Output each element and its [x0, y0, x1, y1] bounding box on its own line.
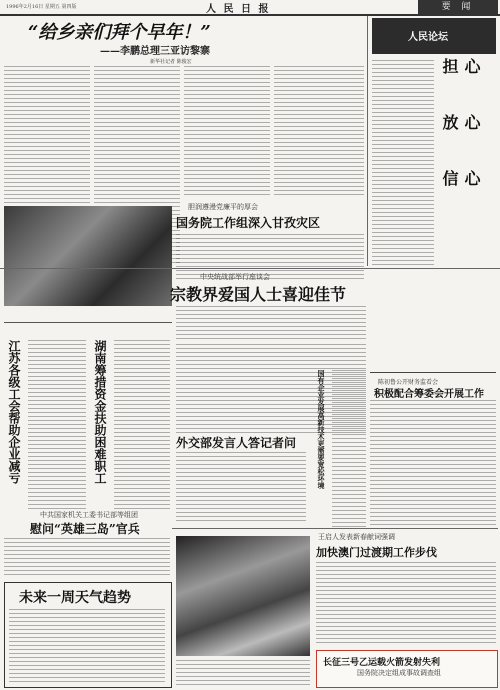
lead-body-col4 [274, 66, 364, 196]
story2-headline: 国务院工作组深入甘孜灾区 [176, 216, 321, 230]
section-label: 要 闻 [418, 0, 498, 14]
boxed-notice-line2: 国务院决定组成事故调查组 [357, 669, 441, 677]
lead-body-col3 [184, 66, 270, 196]
column-brand: 人民论坛 [408, 32, 448, 43]
story3-headline: 宗教界爱国人士喜迎佳节 [170, 285, 347, 304]
story6-body [176, 452, 306, 522]
story5-body [114, 340, 170, 510]
masthead: 人 民 日 报 [206, 4, 271, 15]
lead-byline: 新华社记者 陈俊宏 [150, 59, 192, 65]
lead-headline: “给乡亲们拜个早年！” [28, 22, 211, 43]
boxed-notice-line1: 长征三号乙运载火箭发射失利 [323, 658, 441, 668]
story5-headline: 湖南筹措资金扶助困难职工 [93, 340, 107, 484]
story8-headline: 国有企业发展高新技术更需要宽松环境 [317, 370, 326, 489]
lead-subtitle: ——李鹏总理三亚访黎寨 [100, 46, 210, 57]
bottom-photo [176, 536, 310, 656]
story10-kicker: 王启人发表新春献词强调 [318, 533, 395, 541]
column-divider [367, 16, 368, 266]
story9-body [370, 400, 496, 526]
story4-headline: 江苏各级工会帮助企业减亏 [7, 340, 21, 484]
page-header [0, 0, 500, 16]
column-body [372, 60, 434, 265]
column-title-char-3: 放 [440, 114, 459, 130]
boxed-notice [316, 650, 498, 688]
column-title-char-4: 心 [462, 114, 481, 130]
story2-kicker: 胆润遵漫党廉平的厚会 [188, 203, 258, 211]
column-title-char-6: 心 [462, 170, 481, 186]
story6-headline: 外交部发言人答记者问 [176, 436, 297, 450]
story7-kicker: 中共国家机关工委书记部等组团 [40, 511, 138, 519]
column-banner [372, 18, 496, 54]
column-title-char-1: 担 [440, 58, 459, 74]
column-title-char-5: 信 [440, 170, 459, 186]
photo-caption [4, 308, 172, 323]
story3-kicker: 中央统战部举行座谈会 [200, 273, 270, 281]
issue-date: 1996年2月16日 星期五 第四版 [6, 4, 77, 10]
weather-title: 未来一周天气趋势 [19, 590, 131, 606]
lead-photo [4, 206, 172, 306]
weather-body [9, 609, 165, 683]
photo2-caption [176, 660, 310, 688]
horizontal-divider-2 [172, 528, 498, 529]
story9-headline: 积极配合筹委会开展工作 [374, 389, 484, 400]
story3-body [176, 306, 366, 340]
horizontal-divider-1 [0, 268, 500, 269]
story7-headline: 慰问“英雄三岛”官兵 [30, 522, 140, 536]
story10-headline: 加快澳门过渡期工作步伐 [316, 546, 437, 559]
story9-head [370, 372, 496, 400]
story8-body [332, 370, 366, 530]
column-title [438, 58, 496, 223]
story10-body [316, 562, 496, 646]
column-title-char-2: 心 [462, 58, 481, 74]
story2-block [176, 200, 364, 264]
story4-body [28, 340, 86, 510]
story9-kicker: 陈初鲁公开财务监看会 [378, 379, 439, 386]
story7-body [4, 538, 170, 578]
weather-box [4, 582, 172, 688]
